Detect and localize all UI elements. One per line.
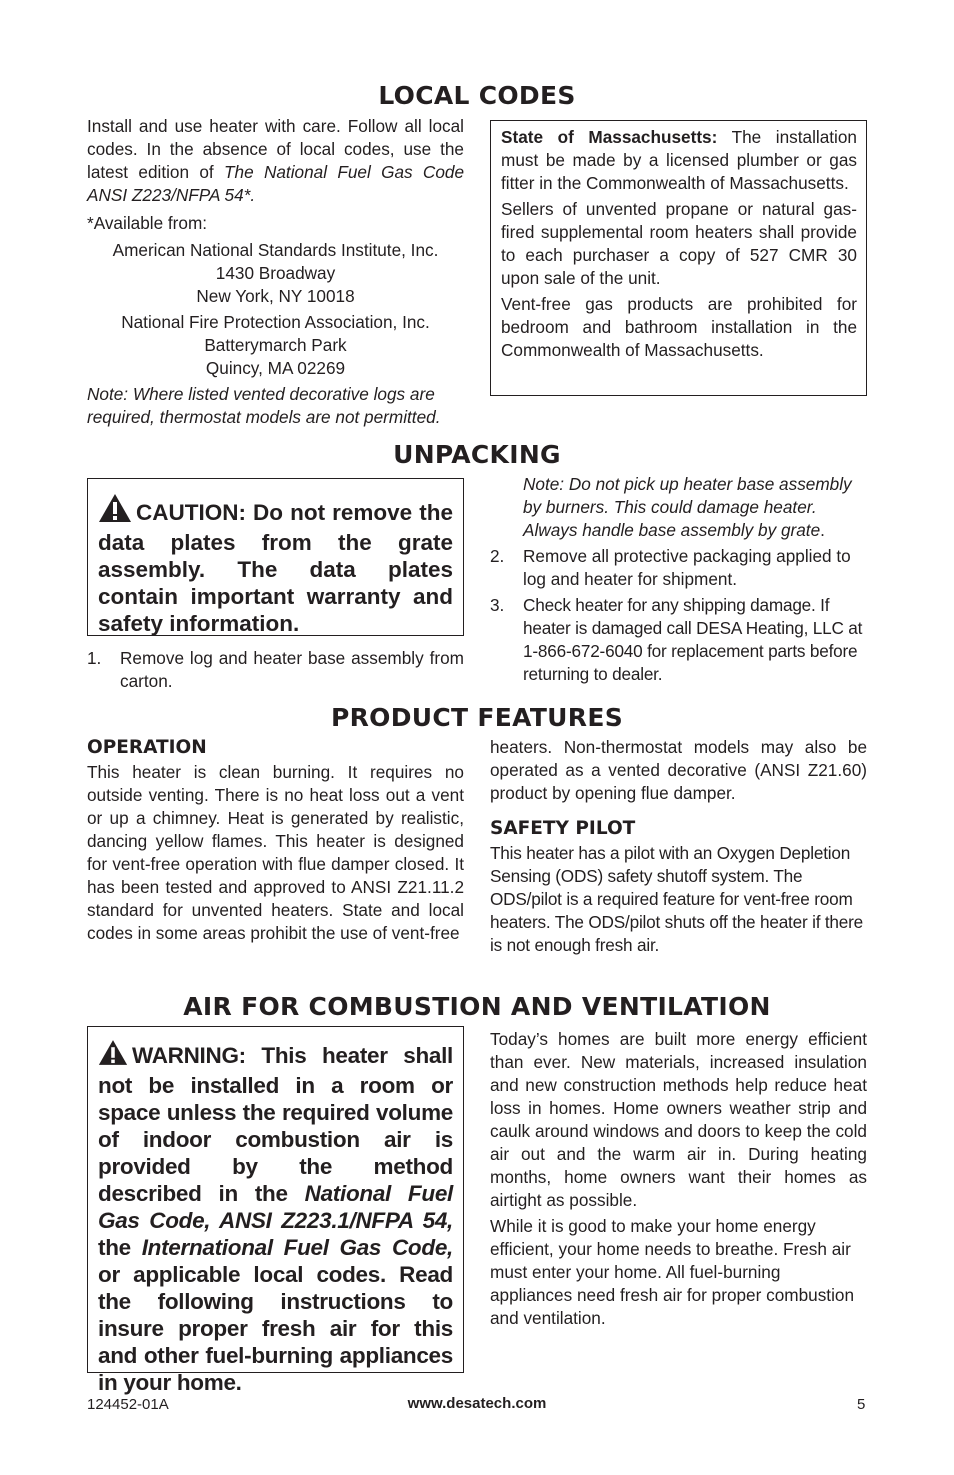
product-features-right-column <box>490 736 867 957</box>
address-line: Quincy, MA 02269 <box>205 358 346 378</box>
local-codes-left-column <box>87 115 464 429</box>
massachusetts-p1: State of Massachusetts: The installation must be made by a licensed plumber or gas fitter in the Commonwealth of Massachusetts. <box>501 127 857 193</box>
air-paragraph-2: While it is good to make your home energy efficient, your home needs to breathe. Fresh air must enter your home. All fuel-burning appliances need fresh air for proper combustion and ventilation. <box>490 1216 855 1328</box>
safety-pilot-heading: SAFETY PILOT <box>490 818 636 839</box>
available-from: *Available from: <box>87 213 208 233</box>
footer-page-number: 5 <box>857 1396 866 1413</box>
section-title-product-features: PRODUCT FEATURES <box>330 703 624 732</box>
warning-text: WARNING: This heater shall not be installed in a room or space unless the required volume of indoor combustion air is provided by the method described in the National Fuel Gas Code, ANSI Z223.1/NFPA 54, the International Fuel Gas Code, or applicable local codes. Read the following instructions to insure proper fresh air for this and other fuel-burning appliances in your home. <box>98 1039 453 1396</box>
section-title-air-combustion: AIR FOR COMBUSTION AND VENTILATION <box>183 992 771 1021</box>
safety-pilot-text: This heater has a pilot with an Oxygen Depletion Sensing (ODS) safety shutoff system. The ODS/pilot is a required feature for vent-free room heaters. The ODS/pilot shuts off the heater if there is not enough fresh air. <box>490 843 864 955</box>
massachusetts-box <box>490 120 867 396</box>
unpacking-note: Note: Do not pick up heater base assembly by burners. This could damage heater. Always handle base assembly by grate. <box>523 474 852 540</box>
warning-triangle-icon <box>98 1039 128 1072</box>
step-text: Remove all protective packaging applied to log and heater for shipment. <box>523 546 851 589</box>
address-ansi <box>87 239 464 308</box>
caution-text: CAUTION: Do not remove the data plates from the grate assembly. The data plates contain important warranty and safety information. <box>98 493 453 637</box>
air-right-column <box>490 1028 867 1330</box>
address-nfpa <box>87 311 464 380</box>
warning-triangle-icon <box>98 493 132 529</box>
massachusetts-p3: Vent-free gas products are prohibited for bedroom and bathroom installation in the Commonwealth of Massachusetts. <box>501 294 857 360</box>
address-line: National Fire Protection Association, Inc. <box>121 312 430 332</box>
footer-part-number: 124452-01A <box>87 1396 169 1413</box>
unpacking-step-2 <box>490 545 867 591</box>
footer-website: www.desatech.com <box>407 1395 547 1412</box>
local-codes-note: Note: Where listed vented decorative logs are required, thermostat models are not permitted. <box>87 384 441 427</box>
section-title-local-codes: LOCAL CODES <box>378 81 576 110</box>
address-line: New York, NY 10018 <box>196 286 355 306</box>
unpacking-step-1 <box>87 647 464 693</box>
caution-box <box>87 478 464 636</box>
step-number: 1. <box>87 648 102 668</box>
unpacking-right-column <box>490 473 867 686</box>
operation-text-continued: heaters. Non-thermostat models may also be operated as a vented decorative (ANSI Z21.60) product by opening flue damper. <box>490 737 867 803</box>
step-number: 2. <box>490 546 505 566</box>
local-codes-intro: Install and use heater with care. Follow all local codes. In the absence of local codes, use the latest edition of The National Fuel Gas Code ANSI Z223/NFPA 54*. <box>87 116 464 205</box>
section-title-unpacking: UNPACKING <box>393 440 561 469</box>
operation-heading: OPERATION <box>87 737 207 758</box>
air-paragraph-1: Today’s homes are built more energy efficient than ever. New materials, increased insulation and new construction methods help reduce heat loss in homes. Home owners weather strip and caulk around windows and doors to keep the cold air out and the warm air in. During heating months, home owners want their homes as airtight as possible. <box>490 1029 867 1210</box>
operation-section <box>87 737 464 945</box>
step-text: Check heater for any shipping damage. If heater is damaged call DESA Heating, LLC at 1-866-672-6040 for replacement parts before returning to dealer. <box>523 595 863 684</box>
step-number: 3. <box>490 595 505 615</box>
step-text: Remove log and heater base assembly from carton. <box>120 648 464 691</box>
address-line: Batterymarch Park <box>204 335 347 355</box>
operation-text: This heater is clean burning. It requires no outside venting. There is no heat loss out a vent or up a chimney. Heat is generated by realistic, dancing yellow flames. This heater is designed for vent-free operation with flue damper closed. It has been tested and approved to ANSI Z21.11.2 standard for unvented heaters. State and local codes in some areas prohibit the use of vent-free <box>87 762 464 943</box>
warning-box <box>87 1026 464 1395</box>
unpacking-step-3 <box>490 594 867 686</box>
address-line: American National Standards Institute, Inc. <box>112 240 439 260</box>
address-line: 1430 Broadway <box>215 263 336 283</box>
massachusetts-p2: Sellers of unvented propane or natural gas-fired supplemental room heaters shall provide to each purchaser a copy of 527 CMR 30 upon sale of the unit. <box>501 199 857 288</box>
